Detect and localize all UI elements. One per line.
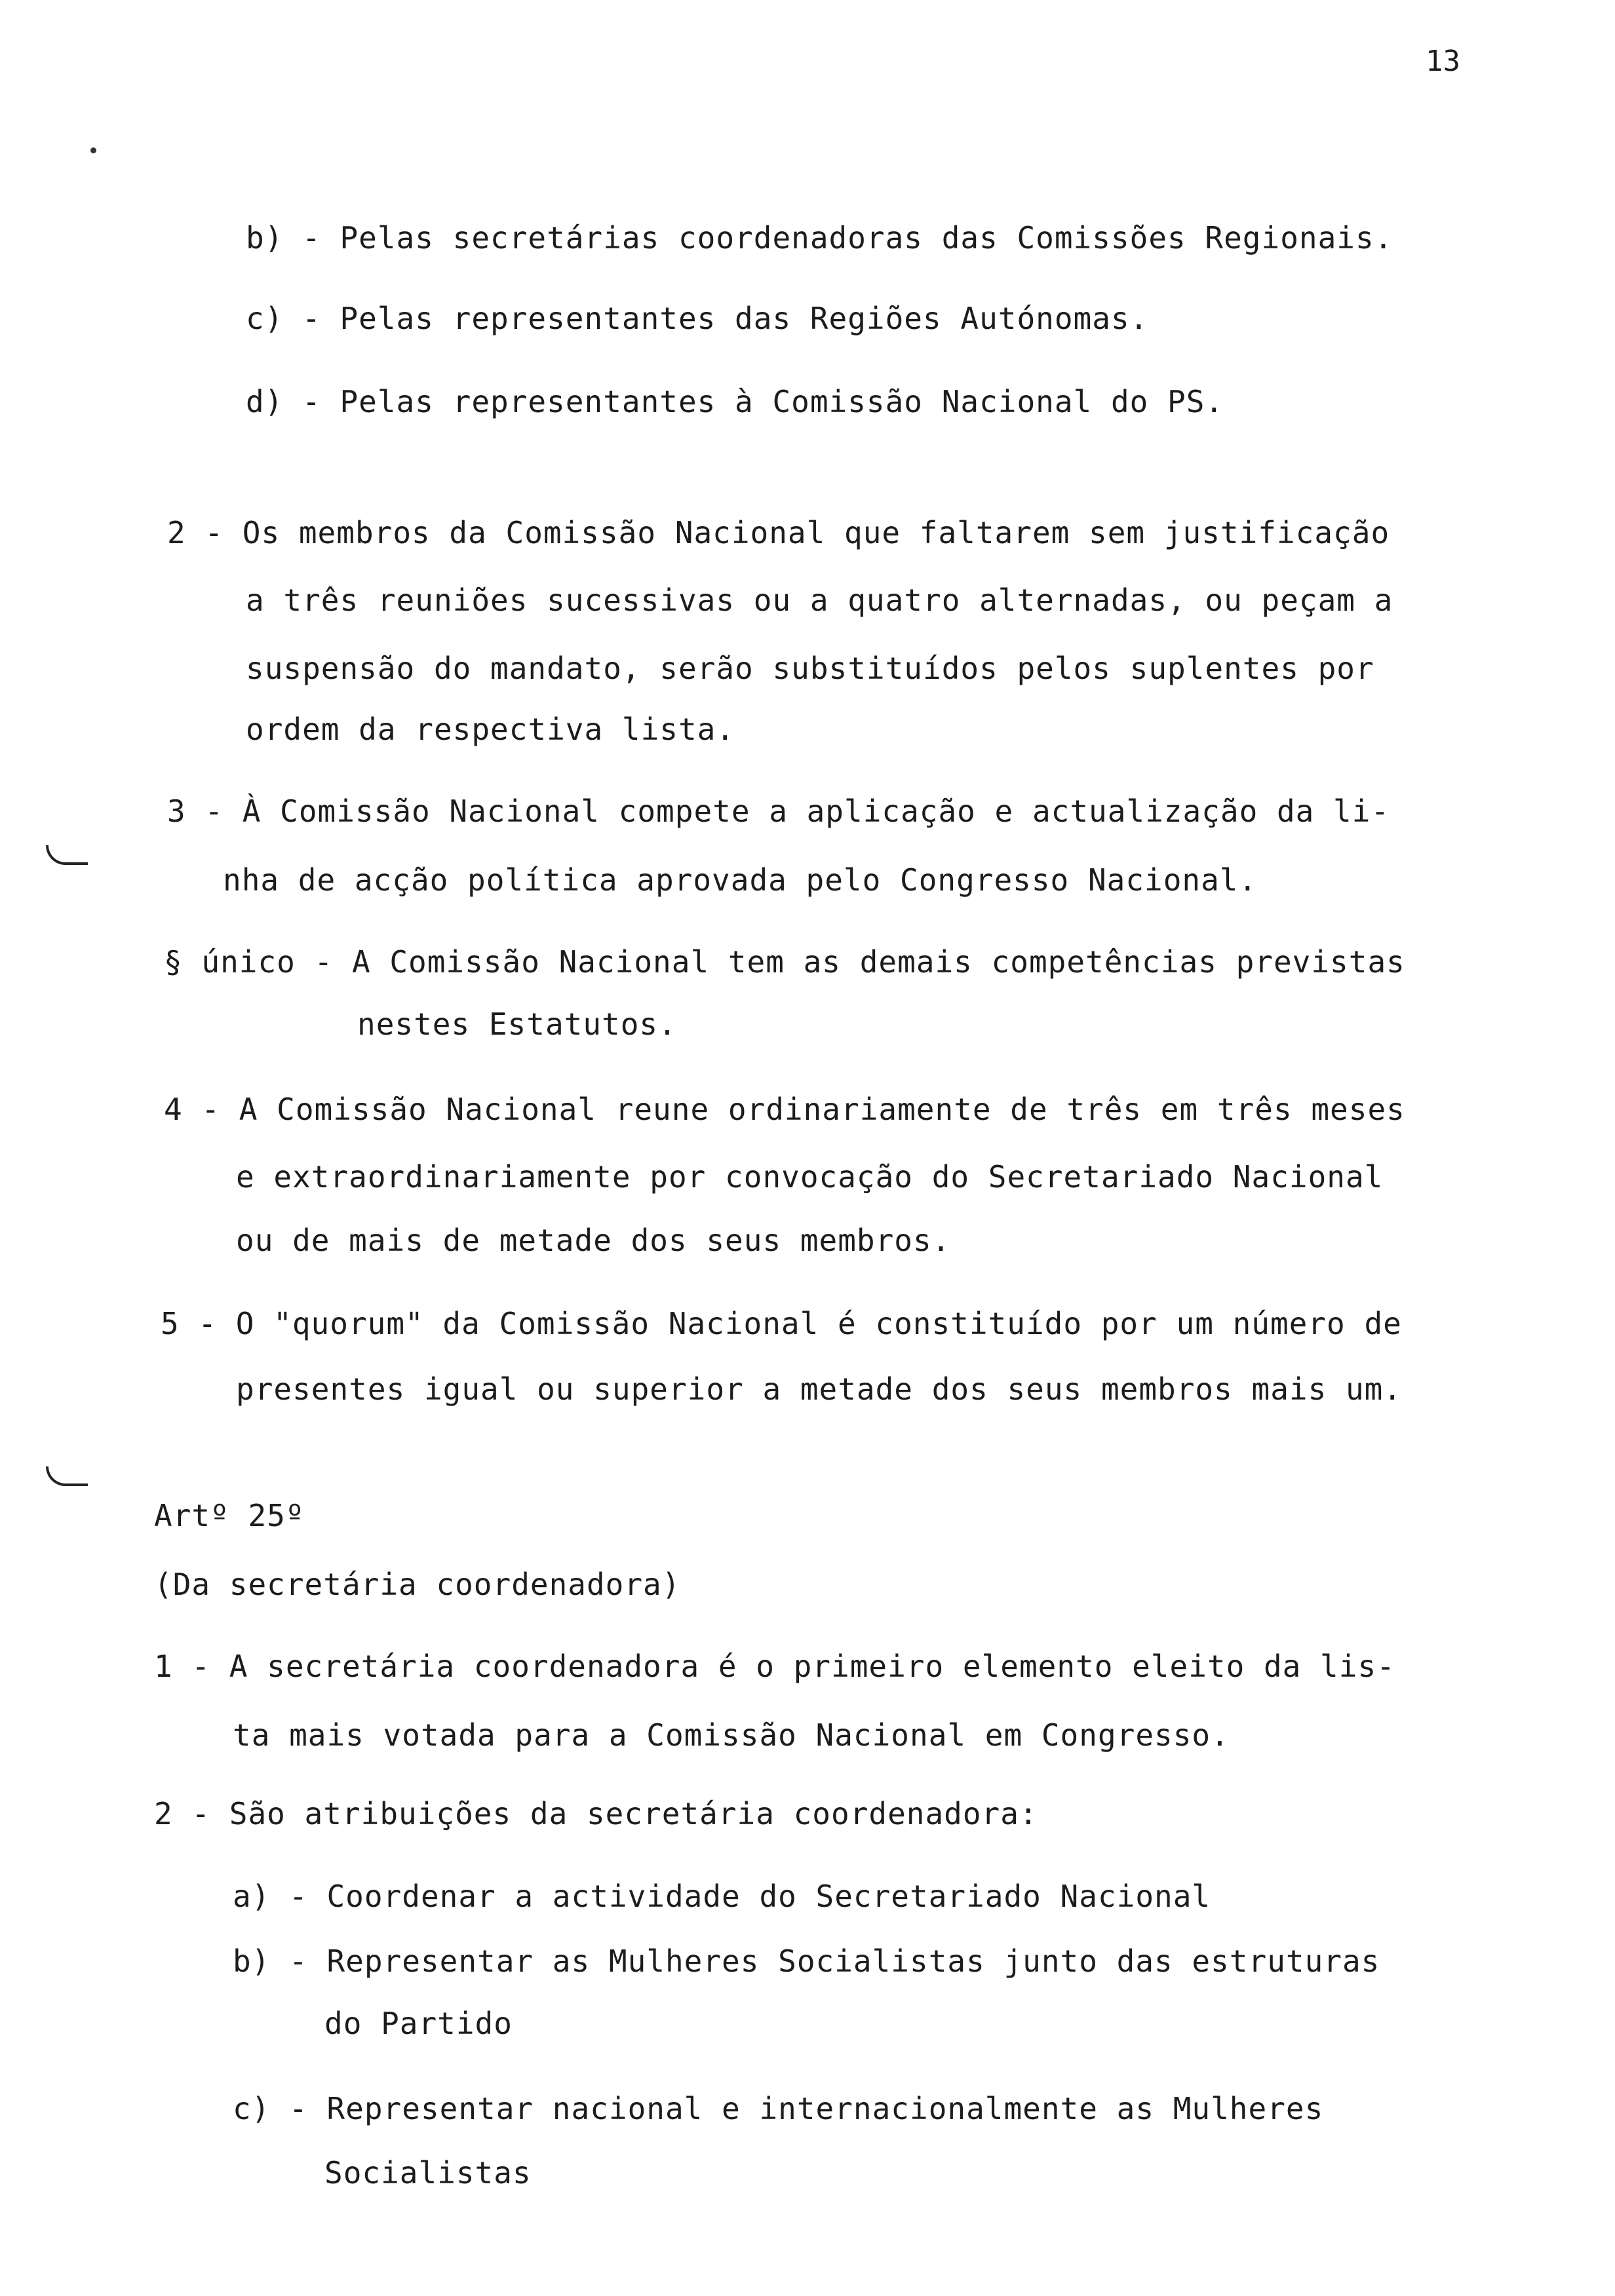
article-heading: Artº 25º (154, 1498, 305, 1533)
article-subtitle: (Da secretária coordenadora) (154, 1567, 681, 1602)
text-line: c) - Representar nacional e internacionalmente as Mulheres (233, 2091, 1324, 2126)
text-line: a três reuniões sucessivas ou a quatro alternadas, ou peçam a (246, 583, 1393, 618)
text-line: 2 - Os membros da Comissão Nacional que faltarem sem justificação (167, 515, 1390, 550)
page-number: 13 (1426, 45, 1460, 78)
text-line: b) - Pelas secretárias coordenadoras das Comissões Regionais. (246, 220, 1393, 256)
text-line: a) - Coordenar a actividade do Secretariado Nacional (233, 1879, 1211, 1914)
text-line: 3 - À Comissão Nacional compete a aplicação e actualização da li- (167, 794, 1390, 829)
text-line: presentes igual ou superior a metade dos seus membros mais um. (236, 1371, 1403, 1407)
text-line: ordem da respectiva lista. (246, 712, 735, 747)
text-line: Socialistas (324, 2155, 532, 2191)
text-line: e extraordinariamente por convocação do Secretariado Nacional (236, 1159, 1384, 1195)
text-line: c) - Pelas representantes das Regiões Autónomas. (246, 301, 1149, 336)
text-line: do Partido (324, 2006, 513, 2041)
margin-dot (90, 147, 96, 153)
text-line: 1 - A secretária coordenadora é o primeiro elemento eleito da lis- (154, 1649, 1395, 1684)
text-line: suspensão do mandato, serão substituídos pelos suplentes por (246, 651, 1374, 686)
text-line: nha de acção política aprovada pelo Congresso Nacional. (223, 862, 1258, 898)
text-line: ou de mais de metade dos seus membros. (236, 1223, 951, 1258)
margin-mark (46, 845, 88, 865)
text-line: nestes Estatutos. (357, 1006, 677, 1042)
text-line: 2 - São atribuições da secretária coordenadora: (154, 1796, 1038, 1831)
text-line: 4 - A Comissão Nacional reune ordinariamente de três em três meses (164, 1092, 1405, 1127)
text-line: d) - Pelas representantes à Comissão Nacional do PS. (246, 384, 1224, 419)
text-line: 5 - O "quorum" da Comissão Nacional é constituído por um número de (161, 1306, 1402, 1341)
text-line: ta mais votada para a Comissão Nacional em Congresso. (233, 1717, 1230, 1753)
text-line: b) - Representar as Mulheres Socialistas junto das estruturas (233, 1943, 1380, 1979)
text-line: § único - A Comissão Nacional tem as demais competências previstas (164, 944, 1405, 980)
margin-mark (46, 1466, 88, 1486)
